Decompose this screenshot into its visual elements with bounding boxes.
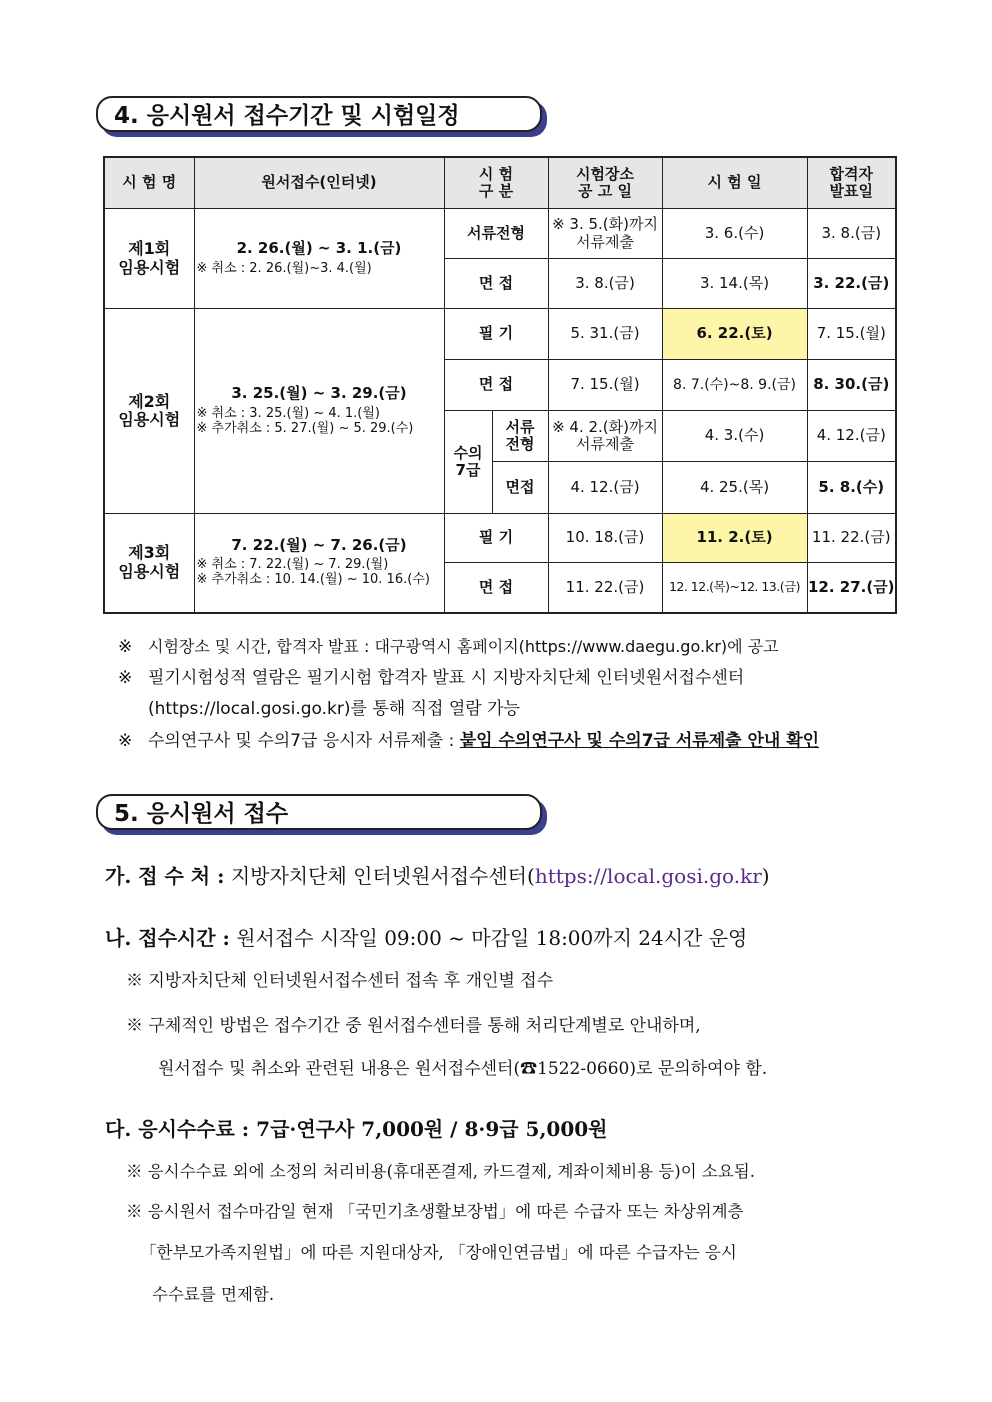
fee-note-1: ※ 응시수수료 외에 소정의 처리비용(휴대폰결제, 카드결제, 계좌이체비용 등)이 소요됨. bbox=[126, 1162, 755, 1181]
round-2-type-d: 면접 bbox=[492, 462, 548, 514]
header-result-date: 합격자 발표일 bbox=[807, 157, 896, 209]
header-exam-type: 시 험 구 분 bbox=[444, 157, 548, 209]
round-2-group-vet7: 수의 7급 bbox=[444, 411, 492, 514]
section-4-title: 4. 응시원서 접수기간 및 시험일정 bbox=[96, 96, 542, 132]
header-application: 원서접수(인터넷) bbox=[194, 157, 444, 209]
header-exam-date: 시 험 일 bbox=[662, 157, 807, 209]
note-3: ※ 수의연구사 및 수의7급 응시자 서류제출 : 붙임 수의연구사 및 수의7급 서류제출 안내 확인 bbox=[118, 731, 820, 751]
round-3-result-a: 11. 22.(금) bbox=[807, 514, 896, 563]
table-row bbox=[104, 309, 896, 360]
round-2-date-a: 6. 22.(토) bbox=[662, 309, 807, 360]
receipt-url-link[interactable]: https://local.gosi.go.kr bbox=[534, 864, 762, 888]
round-2-date-c: 4. 3.(수) bbox=[662, 411, 807, 462]
round-3-name: 제3회 임용시험 bbox=[104, 514, 194, 613]
fee-note-2-cont: 「한부모가족지원법」에 따른 지원대상자, 「장애인연금법」에 따른 수급자는 응시 bbox=[140, 1243, 737, 1262]
round-3-place-a: 10. 18.(금) bbox=[548, 514, 662, 563]
round-2-type-c: 서류 전형 bbox=[492, 411, 548, 462]
application-fee bbox=[105, 1113, 607, 1142]
fee-note-2-end: 수수료를 면제함. bbox=[152, 1285, 275, 1304]
round-2-date-d: 4. 25.(목) bbox=[662, 462, 807, 514]
receipt-time-text: 원서접수 시작일 09:00 ~ 마감일 18:00까지 24시간 운영 bbox=[236, 926, 748, 950]
table-row bbox=[104, 209, 896, 259]
note-2-cont: (https://local.gosi.go.kr)를 통해 직접 열람 가능 bbox=[148, 699, 520, 719]
round-3-date-b: 12. 12.(목)~12. 13.(금) bbox=[662, 563, 807, 613]
round-2-place-b: 7. 15.(월) bbox=[548, 360, 662, 411]
round-3-type-a: 필 기 bbox=[444, 514, 548, 563]
round-3-type-b: 면 접 bbox=[444, 563, 548, 613]
round-2-place-a: 5. 31.(금) bbox=[548, 309, 662, 360]
round-1-date-a: 3. 6.(수) bbox=[662, 209, 807, 259]
round-1-period: 2. 26.(월) ~ 3. 1.(금) bbox=[236, 239, 402, 258]
round-1-result-a: 3. 8.(금) bbox=[807, 209, 896, 259]
round-1-place-b: 3. 8.(금) bbox=[548, 259, 662, 309]
round-2-period: 3. 25.(월) ~ 3. 29.(금) bbox=[231, 384, 407, 403]
round-2-type-a: 필 기 bbox=[444, 309, 548, 360]
round-3-cancel: ※ 취소 : 7. 22.(월) ~ 7. 29.(월) bbox=[196, 557, 389, 573]
round-3-cancel-extra: ※ 추가취소 : 10. 14.(월) ~ 10. 16.(수) bbox=[196, 572, 430, 588]
round-3-date-a: 11. 2.(토) bbox=[662, 514, 807, 563]
receipt-location-label: 가. 접 수 처 : bbox=[105, 864, 225, 888]
receipt-time bbox=[105, 922, 747, 951]
round-2-place-c: ※ 4. 2.(화)까지 서류제출 bbox=[548, 411, 662, 462]
round-2-result-d: 5. 8.(수) bbox=[807, 462, 896, 514]
note-2: ※ 필기시험성적 열람은 필기시험 합격자 발표 시 지방자치단체 인터넷원서접수센터 bbox=[118, 668, 745, 688]
receipt-time-note-2: ※ 구체적인 방법은 접수기간 중 원서접수센터를 통해 처리단계별로 안내하며, bbox=[126, 1016, 701, 1036]
receipt-time-note-1: ※ 지방자치단체 인터넷원서접수센터 접속 후 개인별 접수 bbox=[126, 971, 554, 991]
receipt-location-close: ) bbox=[761, 864, 770, 888]
application-fee-label: 다. 응시수수료 : 7급·연구사 7,000원 / 8·9급 5,000원 bbox=[105, 1117, 608, 1141]
round-1-result-b: 3. 22.(금) bbox=[807, 259, 896, 309]
round-1-place-a: ※ 3. 5.(화)까지 서류제출 bbox=[548, 209, 662, 259]
section-5-title: 5. 응시원서 접수 bbox=[96, 794, 542, 830]
round-1-period-cell bbox=[194, 209, 444, 309]
header-venue-notice: 시험장소 공 고 일 bbox=[548, 157, 662, 209]
round-2-result-c: 4. 12.(금) bbox=[807, 411, 896, 462]
table-header-row bbox=[104, 157, 896, 209]
fee-note-2: ※ 응시원서 접수마감일 현재 「국민기초생활보장법」에 따른 수급자 또는 차상위계층 bbox=[126, 1202, 744, 1221]
round-2-date-b: 8. 7.(수)~8. 9.(금) bbox=[662, 360, 807, 411]
round-2-result-b: 8. 30.(금) bbox=[807, 360, 896, 411]
round-3-period: 7. 22.(월) ~ 7. 26.(금) bbox=[231, 536, 407, 555]
round-2-cancel-extra: ※ 추가취소 : 5. 27.(월) ~ 5. 29.(수) bbox=[196, 420, 414, 436]
exam-schedule-table bbox=[103, 156, 897, 614]
receipt-time-label: 나. 접수시간 : bbox=[105, 926, 230, 950]
note-1: ※ 시험장소 및 시간, 합격자 발표 : 대구광역시 홈페이지(https://www.daegu.go.kr)에 공고 bbox=[118, 637, 779, 657]
receipt-location-text: 지방자치단체 인터넷원서접수센터( bbox=[230, 864, 535, 888]
round-2-result-a: 7. 15.(월) bbox=[807, 309, 896, 360]
round-1-name: 제1회 임용시험 bbox=[104, 209, 194, 309]
table-row bbox=[104, 514, 896, 563]
round-1-type-a: 서류전형 bbox=[444, 209, 548, 259]
round-2-name: 제2회 임용시험 bbox=[104, 309, 194, 514]
round-3-result-b: 12. 27.(금) bbox=[807, 563, 896, 613]
round-1-type-b: 면 접 bbox=[444, 259, 548, 309]
round-1-cancel: ※ 취소 : 2. 26.(월)~3. 4.(월) bbox=[196, 260, 372, 276]
round-2-period-cell bbox=[194, 309, 444, 514]
round-3-place-b: 11. 22.(금) bbox=[548, 563, 662, 613]
receipt-time-note-2-cont: 원서접수 및 취소와 관련된 내용은 원서접수센터(☎1522-0660)로 문의하여야 함. bbox=[158, 1059, 768, 1079]
round-2-cancel: ※ 취소 : 3. 25.(월) ~ 4. 1.(월) bbox=[196, 405, 380, 421]
round-1-date-b: 3. 14.(목) bbox=[662, 259, 807, 309]
receipt-location bbox=[105, 860, 770, 889]
round-2-type-b: 면 접 bbox=[444, 360, 548, 411]
round-2-place-d: 4. 12.(금) bbox=[548, 462, 662, 514]
attachment-link[interactable]: 붙임 수의연구사 및 수의7급 서류제출 안내 확인 bbox=[459, 731, 820, 751]
header-exam-name: 시 험 명 bbox=[104, 157, 194, 209]
round-3-period-cell bbox=[194, 514, 444, 613]
